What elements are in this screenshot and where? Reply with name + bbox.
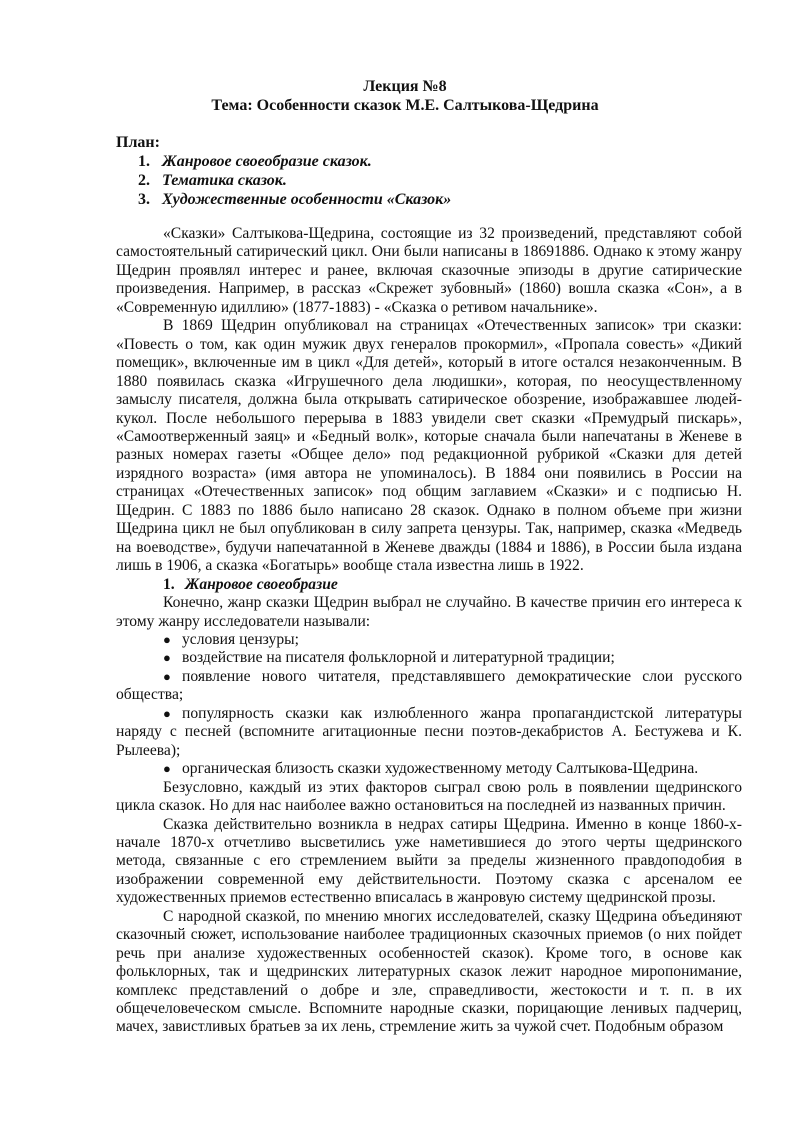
bullet-item: [116, 631, 742, 649]
bullet-text: воздействие на писателя фольклорной и литературной традиции;: [182, 649, 615, 667]
bullet-text: появление нового читателя, представлявшего демократические слои русского общества;: [116, 667, 742, 704]
plan-item: [116, 152, 451, 171]
bullet-item: [116, 760, 742, 778]
plan-item-number: 3.: [138, 191, 150, 208]
section-heading: [116, 576, 742, 594]
lecture-title: Лекция №8: [363, 78, 447, 95]
plan-heading: План:: [116, 134, 160, 151]
bullet-dot-icon: ●: [163, 668, 171, 684]
bullet-item: [116, 705, 742, 760]
plan-list: [116, 152, 451, 209]
document-header: [110, 77, 700, 115]
plan-item-text: Тематика сказок.: [162, 172, 287, 189]
bullet-dot-icon: ●: [163, 631, 171, 647]
bullet-text: условия цензуры;: [182, 630, 299, 648]
plan-item: [116, 171, 451, 190]
bullet-text: популярность сказки как излюбленного жанра пропагандистской литературы наряду с песней (вспомните агитационные песни поэтов-декабристов А. Бестужева и К. Рылеева);: [116, 704, 742, 759]
paragraph: «Сказки» Салтыкова-Щедрина, состоящие из 32 произведений, представляют собой самостоятельный сатирический цикл. Они были написаны в 18691886. Однако к этому жанру Щедрин проявлял интерес и ранее, включая сказочные эпизоды в другие сатирические произведения. Например, в рассказ «Скрежет зубовный» (1860) вошла сказка «Сон», а в «Современную идиллию» (1877-1883) - «Сказка о ретивом начальнике».: [116, 225, 742, 316]
paragraph: Сказка действительно возникла в недрах сатиры Щедрина. Именно в конце 1860-х-начале 1870-х отчетливо высветились уже наметившиеся до этого черты щедринского метода, связанные с его стремлением выйти за пределы жизненного правдоподобия в изображении современной ему действительности. Поэтому сказка с арсеналом ее художественных приемов естественно вписалась в жанровую систему щедринской прозы.: [116, 815, 742, 907]
paragraph: Безусловно, каждый из этих факторов сыграл свою роль в появлении щедринского цикла сказок. Но для нас наиболее важно остановиться на последней из названных причин.: [116, 778, 742, 815]
topic-title: Тема: Особенности сказок М.Е. Салтыкова-Щедрина: [211, 97, 599, 114]
paragraph: С народной сказкой, по мнению многих исследователей, сказку Щедрина объединяют сказочный сюжет, использование наиболее традиционных сказочных приемов (о них пойдет речь при анализе художественных особенностей сказок). Кроме того, в основе как фольклорных, так и щедринских литературных сказок лежит народное миропонимание, комплекс представлений о добре и зле, справедливости, жестокости и т. п. в их общечеловеческом смысле. Вспомните народные сказки, порицающие ленивых падчериц, мачех, завистливых братьев за их лень, стремление жить за чужой счет. Подобным образом: [116, 907, 742, 1036]
bullet-dot-icon: ●: [163, 650, 171, 666]
paragraph: В 1869 Щедрин опубликовал на страницах «Отечественных записок» три сказки: «Повесть о том, как один мужик двух генералов прокормил», «Пропала совесть» «Дикий помещик», включенные им в цикл «Для детей», который в итоге остался незаконченным. В 1880 появилась сказка «Игрушечного дела людишки», которая, по неосуществленному замыслу писателя, должна была открывать сатирическое обозрение, изображавшее людей-кукол. После небольшого перерыва в 1883 увидели свет сказки «Премудрый пискарь», «Самоотверженный заяц» и «Бедный волк», которые сначала были напечатаны в Женеве в разных номерах газеты «Общее дело» под редакционной рубрикой «Сказки для детей изрядного возраста» (имя автора не упоминалось). В 1884 они появились в России на страницах «Отечественных записок» под общим заглавием «Сказки» и с подписью Н. Щедрин. С 1883 по 1886 было написано 28 сказок. Однако в полном объеме при жизни Щедрина цикл не был опубликован в силу запрета цензуры. Так, например, сказка «Медведь на воеводстве», будучи напечатанной в Женеве дважды (1884 и 1886), в России была издана лишь в 1906, а сказка «Богатырь» вообще стала известна лишь в 1922.: [116, 317, 742, 575]
section-title: Жанровое своеобразие: [185, 575, 338, 593]
bullet-dot-icon: ●: [163, 705, 171, 721]
bullet-text: органическая близость сказки художественному методу Салтыкова-Щедрина.: [182, 760, 699, 778]
plan-item-text: Жанровое своеобразие сказок.: [162, 153, 372, 170]
plan-item-number: 1.: [138, 153, 150, 170]
plan-item-text: Художественные особенности «Сказок»: [162, 191, 452, 208]
paragraph: Конечно, жанр сказки Щедрин выбрал не случайно. В качестве причин его интереса к этому жанру исследователи называли:: [116, 594, 742, 630]
section-number: 1.: [163, 575, 175, 593]
document-body: [116, 225, 742, 1037]
bullet-item: [116, 649, 742, 667]
plan-item: [116, 190, 451, 209]
plan-item-number: 2.: [138, 172, 150, 189]
bullet-item: [116, 668, 742, 705]
bullet-dot-icon: ●: [163, 761, 171, 777]
